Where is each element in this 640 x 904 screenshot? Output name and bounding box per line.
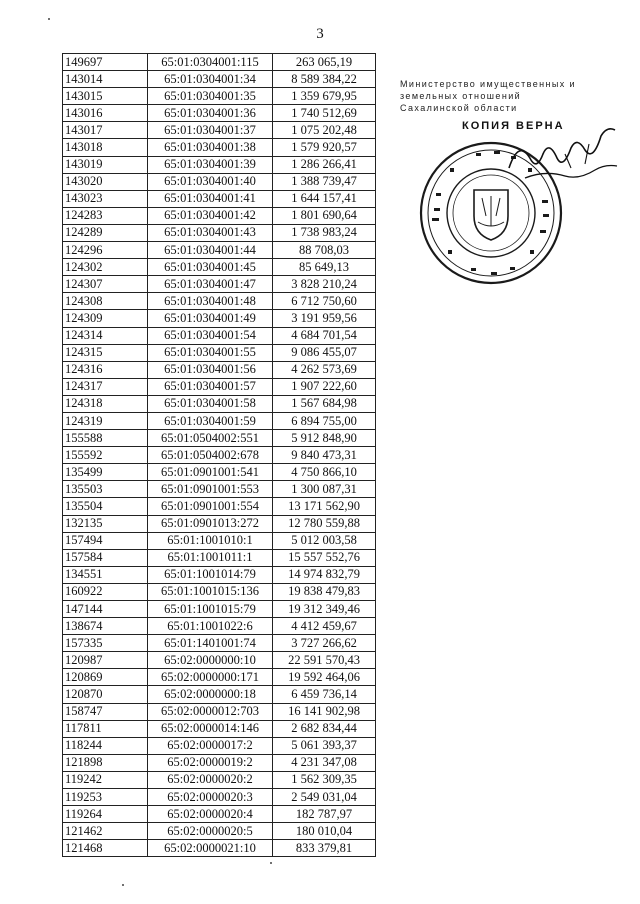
cadastral-number-cell: 65:01:1001014:79 (148, 566, 273, 583)
object-id-cell: 124307 (63, 276, 148, 293)
object-id-cell: 124302 (63, 259, 148, 276)
table-row (63, 532, 376, 549)
table-row (63, 190, 376, 207)
table-row (63, 54, 376, 71)
cadastral-value-cell: 2 549 031,04 (273, 789, 376, 806)
object-id-cell: 124317 (63, 378, 148, 395)
object-id-cell: 160922 (63, 583, 148, 600)
cadastral-number-cell: 65:02:0000000:171 (148, 669, 273, 686)
cadastral-number-cell: 65:02:0000020:3 (148, 789, 273, 806)
cadastral-value-cell: 1 579 920,57 (273, 139, 376, 156)
cadastral-number-cell: 65:02:0000012:703 (148, 703, 273, 720)
object-id-cell: 143014 (63, 71, 148, 88)
object-id-cell: 155588 (63, 430, 148, 447)
cadastral-number-cell: 65:01:0304001:42 (148, 207, 273, 224)
table-row (63, 771, 376, 788)
cadastral-value-cell: 19 592 464,06 (273, 669, 376, 686)
table-row (63, 515, 376, 532)
scan-speck (122, 884, 124, 886)
object-id-cell: 120870 (63, 686, 148, 703)
cadastral-number-cell: 65:01:1001015:136 (148, 583, 273, 600)
cadastral-number-cell: 65:01:0901001:553 (148, 481, 273, 498)
cadastral-value-cell: 833 379,81 (273, 840, 376, 857)
cadastral-value-cell: 19 312 349,46 (273, 601, 376, 618)
table-row (63, 737, 376, 754)
cadastral-number-cell: 65:01:0304001:41 (148, 190, 273, 207)
cadastral-value-cell: 4 231 347,08 (273, 754, 376, 771)
cadastral-value-cell: 1 388 739,47 (273, 173, 376, 190)
cadastral-value-cell: 1 562 309,35 (273, 771, 376, 788)
table-row (63, 549, 376, 566)
object-id-cell: 121898 (63, 754, 148, 771)
cadastral-value-cell: 13 171 562,90 (273, 498, 376, 515)
object-id-cell: 124316 (63, 361, 148, 378)
cadastral-number-cell: 65:01:1401001:74 (148, 635, 273, 652)
cadastral-value-cell: 1 286 266,41 (273, 156, 376, 173)
cadastral-number-cell: 65:01:0304001:55 (148, 344, 273, 361)
table-row (63, 344, 376, 361)
cadastral-number-cell: 65:02:0000000:18 (148, 686, 273, 703)
cadastral-value-cell: 16 141 902,98 (273, 703, 376, 720)
object-id-cell: 143016 (63, 105, 148, 122)
table-row (63, 224, 376, 241)
object-id-cell: 124318 (63, 395, 148, 412)
cadastral-value-cell: 8 589 384,22 (273, 71, 376, 88)
cadastral-number-cell: 65:01:1001015:79 (148, 601, 273, 618)
object-id-cell: 124296 (63, 242, 148, 259)
object-id-cell: 135504 (63, 498, 148, 515)
cadastral-number-cell: 65:02:0000000:10 (148, 652, 273, 669)
table-row (63, 378, 376, 395)
object-id-cell: 143020 (63, 173, 148, 190)
object-id-cell: 135503 (63, 481, 148, 498)
table-row (63, 412, 376, 429)
object-id-cell: 135499 (63, 464, 148, 481)
cadastral-number-cell: 65:02:0000021:10 (148, 840, 273, 857)
object-id-cell: 143019 (63, 156, 148, 173)
cadastral-number-cell: 65:01:0304001:54 (148, 327, 273, 344)
table-row (63, 242, 376, 259)
cadastral-value-cell: 4 684 701,54 (273, 327, 376, 344)
cadastral-value-cell: 1 801 690,64 (273, 207, 376, 224)
table-row (63, 498, 376, 515)
table-row (63, 806, 376, 823)
cadastral-value-cell: 1 738 983,24 (273, 224, 376, 241)
cadastral-value-cell: 1 075 202,48 (273, 122, 376, 139)
table-row (63, 71, 376, 88)
table-row (63, 789, 376, 806)
cadastral-value-cell: 6 712 750,60 (273, 293, 376, 310)
cadastral-number-cell: 65:02:0000020:2 (148, 771, 273, 788)
cadastral-number-cell: 65:01:0304001:59 (148, 412, 273, 429)
object-id-cell: 120987 (63, 652, 148, 669)
cadastral-number-cell: 65:01:1001011:1 (148, 549, 273, 566)
object-id-cell: 124314 (63, 327, 148, 344)
table-row (63, 823, 376, 840)
cadastral-number-cell: 65:02:0000019:2 (148, 754, 273, 771)
table-row (63, 207, 376, 224)
object-id-cell: 119242 (63, 771, 148, 788)
cadastral-value-cell: 182 787,97 (273, 806, 376, 823)
cadastral-number-cell: 65:01:0304001:47 (148, 276, 273, 293)
cadastral-number-cell: 65:01:0304001:40 (148, 173, 273, 190)
object-id-cell: 147144 (63, 601, 148, 618)
cadastral-number-cell: 65:01:0304001:38 (148, 139, 273, 156)
cadastral-value-cell: 9 086 455,07 (273, 344, 376, 361)
ministry-name: Министерство имущественных и земельных отношений Сахалинской области (400, 79, 576, 113)
table-row (63, 173, 376, 190)
table-row (63, 754, 376, 771)
object-id-cell: 117811 (63, 720, 148, 737)
cadastral-number-cell: 65:01:0304001:36 (148, 105, 273, 122)
object-id-cell: 124289 (63, 224, 148, 241)
cadastral-number-cell: 65:01:0901001:541 (148, 464, 273, 481)
cadastral-number-cell: 65:01:0304001:58 (148, 395, 273, 412)
object-id-cell: 124315 (63, 344, 148, 361)
cadastral-number-cell: 65:01:0504002:678 (148, 447, 273, 464)
cadastral-value-cell: 3 828 210,24 (273, 276, 376, 293)
table-row (63, 156, 376, 173)
cadastral-number-cell: 65:01:1001022:6 (148, 618, 273, 635)
cadastral-value-cell: 180 010,04 (273, 823, 376, 840)
object-id-cell: 132135 (63, 515, 148, 532)
cadastral-number-cell: 65:02:0000017:2 (148, 737, 273, 754)
cadastral-value-cell: 22 591 570,43 (273, 652, 376, 669)
object-id-cell: 119264 (63, 806, 148, 823)
cadastral-number-cell: 65:01:0304001:48 (148, 293, 273, 310)
table-row (63, 686, 376, 703)
cadastral-value-cell: 3 727 266,62 (273, 635, 376, 652)
cadastral-value-cell: 9 840 473,31 (273, 447, 376, 464)
cadastral-number-cell: 65:01:0304001:57 (148, 378, 273, 395)
table-row (63, 481, 376, 498)
table-row (63, 669, 376, 686)
cadastral-number-cell: 65:01:0304001:43 (148, 224, 273, 241)
cadastral-value-cell: 5 061 393,37 (273, 737, 376, 754)
cadastral-value-cell: 4 262 573,69 (273, 361, 376, 378)
table-row (63, 618, 376, 635)
cadastral-value-cell: 3 191 959,56 (273, 310, 376, 327)
object-id-cell: 124309 (63, 310, 148, 327)
table-row (63, 464, 376, 481)
scan-speck (48, 18, 50, 20)
object-id-cell: 143015 (63, 88, 148, 105)
object-id-cell: 155592 (63, 447, 148, 464)
cadastral-value-cell: 4 412 459,67 (273, 618, 376, 635)
table-row (63, 310, 376, 327)
table-row (63, 139, 376, 156)
table-row (63, 635, 376, 652)
cadastral-number-cell: 65:01:1001010:1 (148, 532, 273, 549)
cadastral-number-cell: 65:01:0304001:49 (148, 310, 273, 327)
object-id-cell: 143018 (63, 139, 148, 156)
cadastral-number-cell: 65:01:0304001:39 (148, 156, 273, 173)
cadastral-value-cell: 2 682 834,44 (273, 720, 376, 737)
object-id-cell: 143017 (63, 122, 148, 139)
cadastral-number-cell: 65:01:0304001:44 (148, 242, 273, 259)
object-id-cell: 118244 (63, 737, 148, 754)
object-id-cell: 124283 (63, 207, 148, 224)
cadastral-value-cell: 1 644 157,41 (273, 190, 376, 207)
table-row (63, 395, 376, 412)
cadastral-number-cell: 65:01:0901001:554 (148, 498, 273, 515)
cadastral-number-cell: 65:02:0000020:5 (148, 823, 273, 840)
cadastral-value-cell: 5 012 003,58 (273, 532, 376, 549)
table-row (63, 88, 376, 105)
cadastral-value-cell: 6 459 736,14 (273, 686, 376, 703)
cadastral-number-cell: 65:01:0304001:56 (148, 361, 273, 378)
object-id-cell: 157494 (63, 532, 148, 549)
cadastral-value-cell: 14 974 832,79 (273, 566, 376, 583)
cadastral-value-cell: 263 065,19 (273, 54, 376, 71)
object-id-cell: 124319 (63, 412, 148, 429)
table-row (63, 652, 376, 669)
object-id-cell: 124308 (63, 293, 148, 310)
table-row (63, 566, 376, 583)
cadastral-number-cell: 65:01:0304001:45 (148, 259, 273, 276)
object-id-cell: 157335 (63, 635, 148, 652)
copy-true-stamp: КОПИЯ ВЕРНА (462, 120, 565, 132)
cadastral-value-cell: 1 567 684,98 (273, 395, 376, 412)
table-row (63, 703, 376, 720)
cadastral-value-cell: 1 300 087,31 (273, 481, 376, 498)
cadastral-number-cell: 65:01:0304001:37 (148, 122, 273, 139)
object-id-cell: 158747 (63, 703, 148, 720)
scan-speck (270, 862, 272, 864)
table-row (63, 601, 376, 618)
cadastral-value-cell: 4 750 866,10 (273, 464, 376, 481)
cadastral-value-table (62, 53, 376, 857)
cadastral-number-cell: 65:01:0901013:272 (148, 515, 273, 532)
object-id-cell: 138674 (63, 618, 148, 635)
cadastral-value-cell: 5 912 848,90 (273, 430, 376, 447)
table-row (63, 430, 376, 447)
object-id-cell: 149697 (63, 54, 148, 71)
table-row (63, 327, 376, 344)
handwritten-signature (505, 124, 623, 186)
table-row (63, 259, 376, 276)
cadastral-value-cell: 15 557 552,76 (273, 549, 376, 566)
cadastral-value-cell: 88 708,03 (273, 242, 376, 259)
table-row (63, 276, 376, 293)
cadastral-value-cell: 19 838 479,83 (273, 583, 376, 600)
cadastral-number-cell: 65:01:0304001:115 (148, 54, 273, 71)
cadastral-value-cell: 1 740 512,69 (273, 105, 376, 122)
cadastral-number-cell: 65:01:0304001:35 (148, 88, 273, 105)
cadastral-number-cell: 65:02:0000014:146 (148, 720, 273, 737)
object-id-cell: 157584 (63, 549, 148, 566)
cadastral-value-cell: 12 780 559,88 (273, 515, 376, 532)
page-number: 3 (316, 26, 324, 42)
cadastral-number-cell: 65:02:0000020:4 (148, 806, 273, 823)
cadastral-value-cell: 85 649,13 (273, 259, 376, 276)
table-row (63, 122, 376, 139)
object-id-cell: 121462 (63, 823, 148, 840)
table-row (63, 361, 376, 378)
object-id-cell: 121468 (63, 840, 148, 857)
cadastral-value-cell: 1 907 222,60 (273, 378, 376, 395)
cadastral-number-cell: 65:01:0304001:34 (148, 71, 273, 88)
object-id-cell: 143023 (63, 190, 148, 207)
object-id-cell: 119253 (63, 789, 148, 806)
table-row (63, 583, 376, 600)
table-row (63, 105, 376, 122)
table-body (63, 54, 376, 857)
table-row (63, 293, 376, 310)
object-id-cell: 120869 (63, 669, 148, 686)
object-id-cell: 134551 (63, 566, 148, 583)
table-row (63, 840, 376, 857)
cadastral-value-cell: 1 359 679,95 (273, 88, 376, 105)
table-row (63, 720, 376, 737)
table-row (63, 447, 376, 464)
cadastral-number-cell: 65:01:0504002:551 (148, 430, 273, 447)
cadastral-value-cell: 6 894 755,00 (273, 412, 376, 429)
